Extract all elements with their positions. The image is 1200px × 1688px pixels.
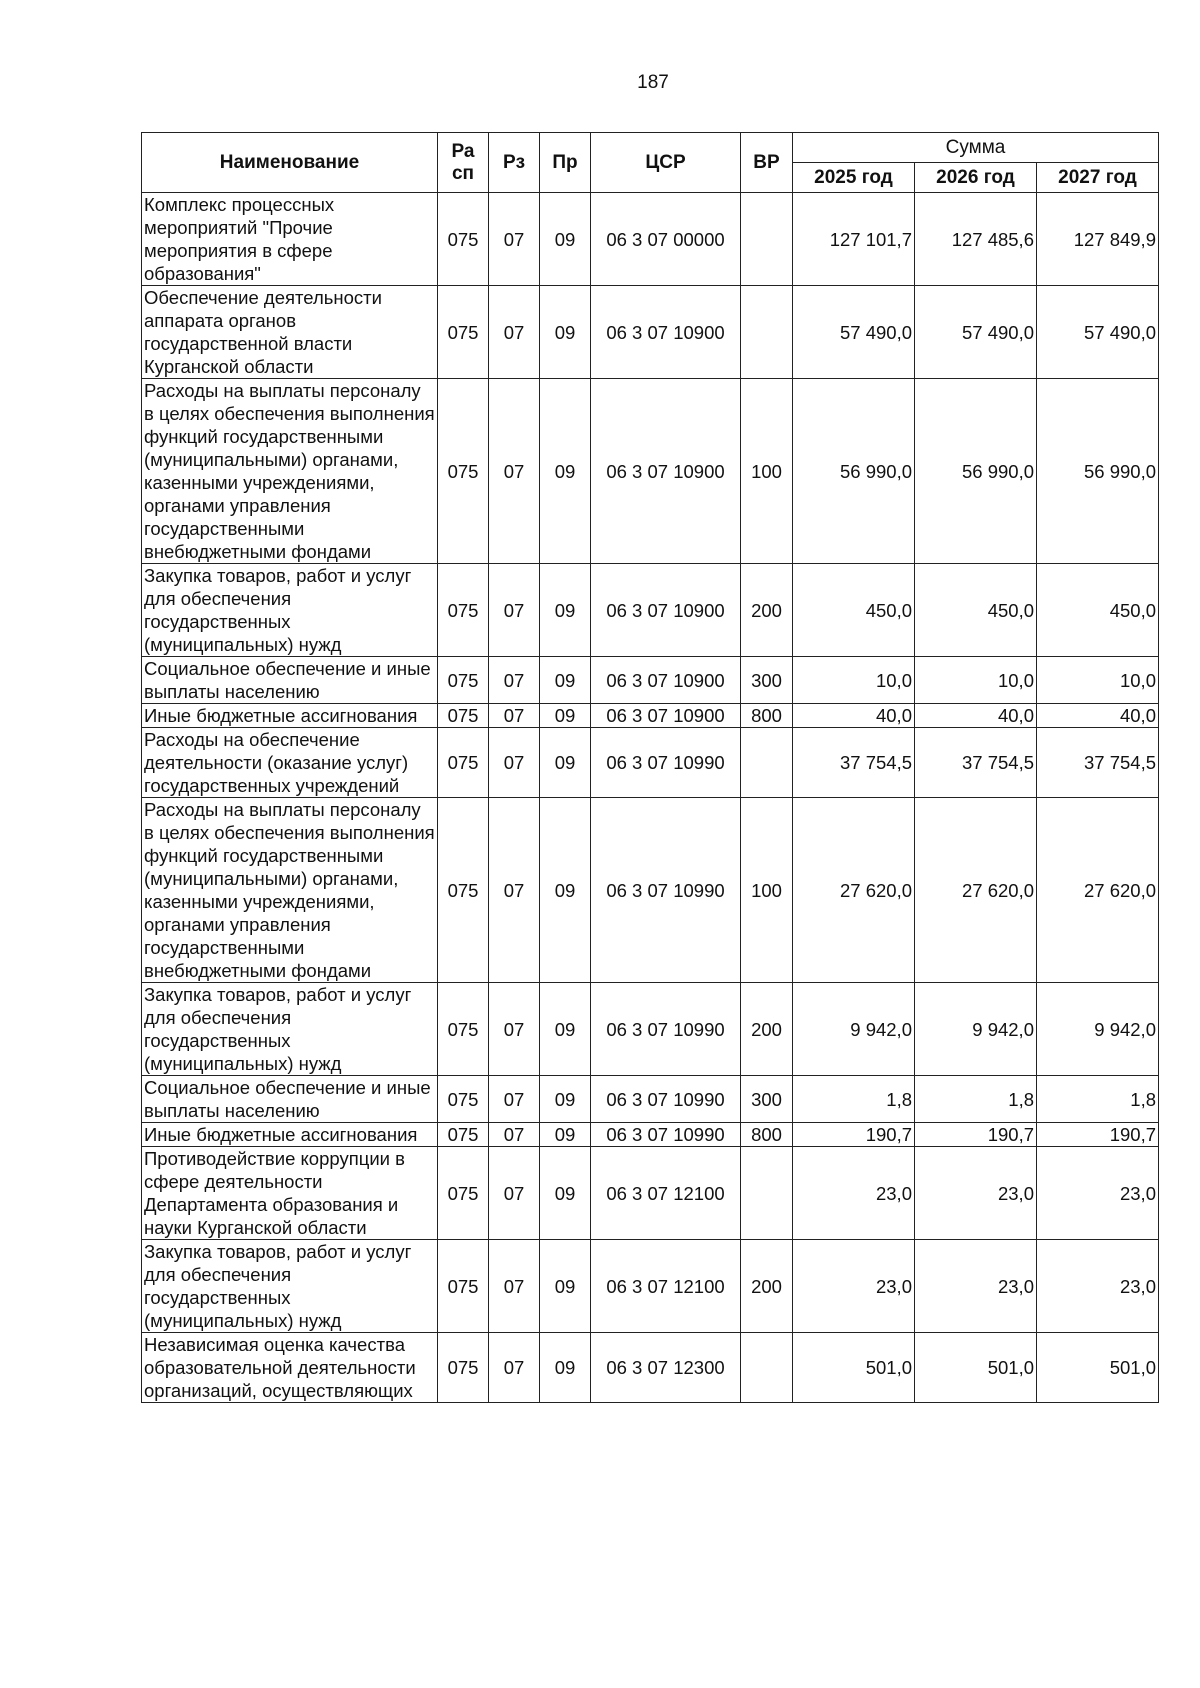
cell-2025: 450,0 xyxy=(793,564,915,657)
table-row xyxy=(142,1333,1159,1403)
header-pr: Пр xyxy=(540,133,591,193)
table-row xyxy=(142,379,1159,564)
cell-vr: 300 xyxy=(741,1076,793,1123)
cell-vr xyxy=(741,1333,793,1403)
cell-2027: 37 754,5 xyxy=(1037,728,1159,798)
cell-pr: 09 xyxy=(540,1147,591,1240)
cell-csr: 06 3 07 10990 xyxy=(591,1076,741,1123)
cell-name: Закупка товаров, работ и услуг для обеспечения государственных (муниципальных) нужд xyxy=(142,983,438,1076)
page-number: 187 xyxy=(637,72,669,93)
cell-vr: 100 xyxy=(741,379,793,564)
header-csr: ЦСР xyxy=(591,133,741,193)
cell-rz: 07 xyxy=(489,379,540,564)
cell-2026: 56 990,0 xyxy=(915,379,1037,564)
cell-rasp: 075 xyxy=(438,564,489,657)
cell-2027: 40,0 xyxy=(1037,704,1159,728)
cell-rz: 07 xyxy=(489,704,540,728)
cell-rasp: 075 xyxy=(438,728,489,798)
cell-2027: 127 849,9 xyxy=(1037,193,1159,286)
header-rz: Рз xyxy=(489,133,540,193)
cell-pr: 09 xyxy=(540,657,591,704)
cell-2025: 190,7 xyxy=(793,1123,915,1147)
cell-2025: 1,8 xyxy=(793,1076,915,1123)
table-header xyxy=(142,133,1159,193)
cell-2026: 23,0 xyxy=(915,1147,1037,1240)
cell-rasp: 075 xyxy=(438,657,489,704)
table-row xyxy=(142,286,1159,379)
cell-name: Независимая оценка качества образовательной деятельности организаций, осуществляющих xyxy=(142,1333,438,1403)
cell-vr: 300 xyxy=(741,657,793,704)
cell-2026: 1,8 xyxy=(915,1076,1037,1123)
cell-rasp: 075 xyxy=(438,1240,489,1333)
cell-2026: 501,0 xyxy=(915,1333,1037,1403)
cell-name: Обеспечение деятельности аппарата органов государственной власти Курганской области xyxy=(142,286,438,379)
cell-2026: 9 942,0 xyxy=(915,983,1037,1076)
header-rasp-line2: сп xyxy=(451,162,475,184)
cell-rasp: 075 xyxy=(438,379,489,564)
cell-2027: 9 942,0 xyxy=(1037,983,1159,1076)
cell-rasp: 075 xyxy=(438,1076,489,1123)
cell-2026: 10,0 xyxy=(915,657,1037,704)
cell-csr: 06 3 07 10990 xyxy=(591,798,741,983)
header-year-2025: 2025 год xyxy=(793,163,915,193)
cell-pr: 09 xyxy=(540,728,591,798)
cell-2027: 501,0 xyxy=(1037,1333,1159,1403)
cell-csr: 06 3 07 00000 xyxy=(591,193,741,286)
cell-name: Закупка товаров, работ и услуг для обеспечения государственных (муниципальных) нужд xyxy=(142,564,438,657)
cell-vr: 100 xyxy=(741,798,793,983)
cell-vr: 800 xyxy=(741,704,793,728)
table-row xyxy=(142,193,1159,286)
table-row xyxy=(142,728,1159,798)
header-year-2027: 2027 год xyxy=(1037,163,1159,193)
cell-2025: 23,0 xyxy=(793,1240,915,1333)
cell-2025: 37 754,5 xyxy=(793,728,915,798)
cell-rz: 07 xyxy=(489,657,540,704)
cell-2027: 450,0 xyxy=(1037,564,1159,657)
table-row xyxy=(142,657,1159,704)
cell-2026: 450,0 xyxy=(915,564,1037,657)
cell-name: Комплекс процессных мероприятий "Прочие мероприятия в сфере образования" xyxy=(142,193,438,286)
table-row xyxy=(142,983,1159,1076)
cell-csr: 06 3 07 10900 xyxy=(591,379,741,564)
header-year-2026: 2026 год xyxy=(915,163,1037,193)
cell-rasp: 075 xyxy=(438,798,489,983)
cell-2026: 40,0 xyxy=(915,704,1037,728)
cell-2025: 23,0 xyxy=(793,1147,915,1240)
table-body xyxy=(142,193,1159,1403)
cell-rasp: 075 xyxy=(438,1333,489,1403)
cell-csr: 06 3 07 10990 xyxy=(591,728,741,798)
cell-pr: 09 xyxy=(540,379,591,564)
cell-rz: 07 xyxy=(489,1123,540,1147)
cell-name: Расходы на выплаты персоналу в целях обеспечения выполнения функций государственными (муниципальными) органами, казенными учреждениями, органами управления государственными внебюджетными фондами xyxy=(142,798,438,983)
cell-rasp: 075 xyxy=(438,983,489,1076)
cell-vr: 200 xyxy=(741,564,793,657)
cell-csr: 06 3 07 10900 xyxy=(591,704,741,728)
cell-rz: 07 xyxy=(489,286,540,379)
cell-pr: 09 xyxy=(540,798,591,983)
cell-rz: 07 xyxy=(489,728,540,798)
cell-csr: 06 3 07 12100 xyxy=(591,1147,741,1240)
header-name: Наименование xyxy=(142,133,438,193)
cell-2027: 57 490,0 xyxy=(1037,286,1159,379)
cell-rasp: 075 xyxy=(438,704,489,728)
cell-2027: 27 620,0 xyxy=(1037,798,1159,983)
cell-2027: 190,7 xyxy=(1037,1123,1159,1147)
table-row xyxy=(142,1240,1159,1333)
cell-csr: 06 3 07 10990 xyxy=(591,983,741,1076)
cell-vr: 200 xyxy=(741,983,793,1076)
cell-name: Противодействие коррупции в сфере деятельности Департамента образования и науки Курганской области xyxy=(142,1147,438,1240)
cell-pr: 09 xyxy=(540,564,591,657)
cell-vr xyxy=(741,193,793,286)
cell-csr: 06 3 07 12100 xyxy=(591,1240,741,1333)
cell-name: Социальное обеспечение и иные выплаты населению xyxy=(142,657,438,704)
cell-name: Расходы на выплаты персоналу в целях обеспечения выполнения функций государственными (муниципальными) органами, казенными учреждениями, органами управления государственными внебюджетными фондами xyxy=(142,379,438,564)
cell-rz: 07 xyxy=(489,1076,540,1123)
cell-rasp: 075 xyxy=(438,1123,489,1147)
cell-name: Закупка товаров, работ и услуг для обеспечения государственных (муниципальных) нужд xyxy=(142,1240,438,1333)
cell-2027: 1,8 xyxy=(1037,1076,1159,1123)
cell-pr: 09 xyxy=(540,704,591,728)
cell-2026: 37 754,5 xyxy=(915,728,1037,798)
cell-name: Иные бюджетные ассигнования xyxy=(142,704,438,728)
cell-pr: 09 xyxy=(540,1333,591,1403)
cell-rz: 07 xyxy=(489,798,540,983)
cell-2027: 23,0 xyxy=(1037,1240,1159,1333)
cell-rasp: 075 xyxy=(438,286,489,379)
cell-rz: 07 xyxy=(489,1147,540,1240)
cell-pr: 09 xyxy=(540,286,591,379)
budget-table xyxy=(141,132,1159,1403)
cell-csr: 06 3 07 10900 xyxy=(591,657,741,704)
cell-rasp: 075 xyxy=(438,193,489,286)
cell-2027: 10,0 xyxy=(1037,657,1159,704)
cell-2027: 23,0 xyxy=(1037,1147,1159,1240)
cell-2025: 57 490,0 xyxy=(793,286,915,379)
header-rasp-line1: Ра xyxy=(451,140,475,162)
table-row xyxy=(142,564,1159,657)
cell-rz: 07 xyxy=(489,1240,540,1333)
table-row xyxy=(142,704,1159,728)
cell-pr: 09 xyxy=(540,1123,591,1147)
cell-rasp: 075 xyxy=(438,1147,489,1240)
cell-csr: 06 3 07 10900 xyxy=(591,286,741,379)
cell-pr: 09 xyxy=(540,983,591,1076)
cell-2025: 40,0 xyxy=(793,704,915,728)
cell-name: Социальное обеспечение и иные выплаты населению xyxy=(142,1076,438,1123)
cell-2025: 127 101,7 xyxy=(793,193,915,286)
cell-pr: 09 xyxy=(540,1076,591,1123)
cell-2027: 56 990,0 xyxy=(1037,379,1159,564)
header-rasp xyxy=(438,133,489,193)
cell-name: Расходы на обеспечение деятельности (оказание услуг) государственных учреждений xyxy=(142,728,438,798)
cell-2025: 10,0 xyxy=(793,657,915,704)
cell-2025: 501,0 xyxy=(793,1333,915,1403)
cell-pr: 09 xyxy=(540,1240,591,1333)
cell-vr: 800 xyxy=(741,1123,793,1147)
cell-2026: 190,7 xyxy=(915,1123,1037,1147)
header-vr: ВР xyxy=(741,133,793,193)
cell-csr: 06 3 07 10990 xyxy=(591,1123,741,1147)
cell-rz: 07 xyxy=(489,193,540,286)
cell-rz: 07 xyxy=(489,983,540,1076)
cell-2025: 27 620,0 xyxy=(793,798,915,983)
table-row xyxy=(142,1123,1159,1147)
cell-vr: 200 xyxy=(741,1240,793,1333)
cell-vr xyxy=(741,1147,793,1240)
cell-2025: 9 942,0 xyxy=(793,983,915,1076)
cell-vr xyxy=(741,728,793,798)
cell-2026: 127 485,6 xyxy=(915,193,1037,286)
cell-name: Иные бюджетные ассигнования xyxy=(142,1123,438,1147)
cell-csr: 06 3 07 12300 xyxy=(591,1333,741,1403)
cell-2026: 27 620,0 xyxy=(915,798,1037,983)
table-row xyxy=(142,1147,1159,1240)
cell-2025: 56 990,0 xyxy=(793,379,915,564)
cell-pr: 09 xyxy=(540,193,591,286)
cell-rz: 07 xyxy=(489,564,540,657)
cell-2026: 57 490,0 xyxy=(915,286,1037,379)
cell-2026: 23,0 xyxy=(915,1240,1037,1333)
header-summa: Сумма xyxy=(793,133,1159,163)
cell-csr: 06 3 07 10900 xyxy=(591,564,741,657)
cell-rz: 07 xyxy=(489,1333,540,1403)
table-row xyxy=(142,1076,1159,1123)
cell-vr xyxy=(741,286,793,379)
table-row xyxy=(142,798,1159,983)
